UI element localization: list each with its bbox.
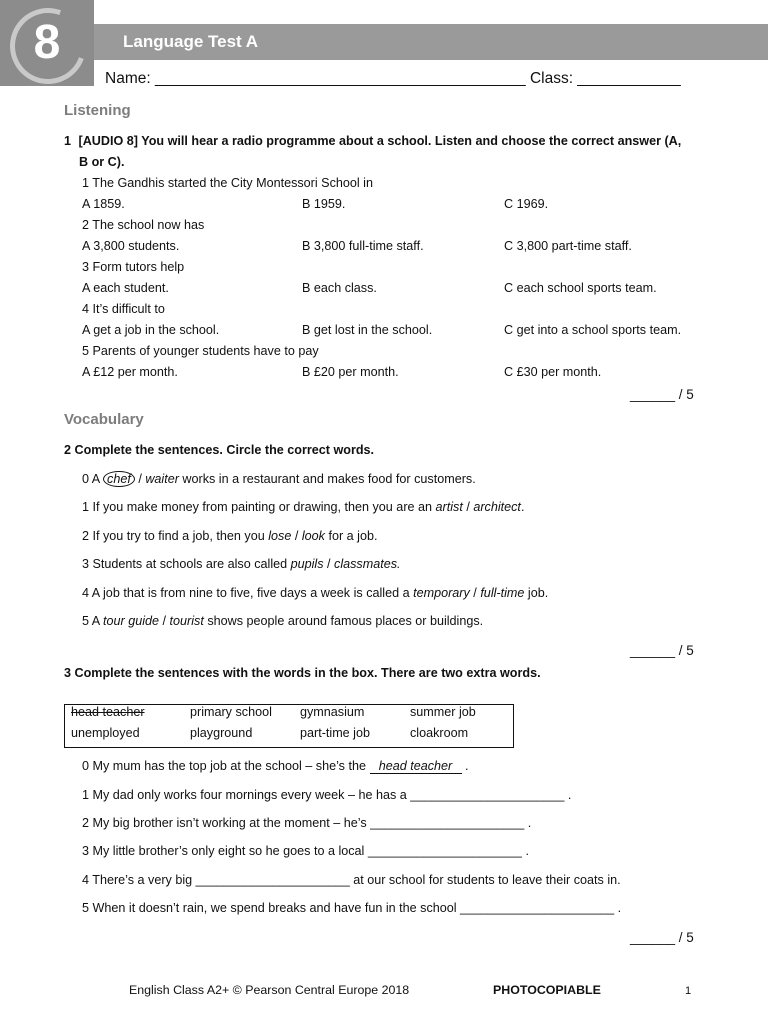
word-option: temporary [413,586,470,600]
task3-item: 3 My little brother’s only eight so he goes to a local ______________________ . [82,844,529,858]
box-word: head teacher [71,705,145,719]
item-text: 1 If you make money from painting or drawing, then you are an [82,500,436,514]
item-separator: / [323,557,335,571]
listening-option-c: C get into a school sports team. [504,323,682,337]
circled-answer: chef [103,471,135,487]
item-text: 3 Students at schools are also called [82,557,291,571]
listening-option-c: C 3,800 part-time staff. [504,239,632,253]
item-text: 0 A [82,472,104,486]
task2-item [82,586,548,600]
task3-item: 4 There’s a very big ______________________ at our school for students to leave their coats in. [82,873,621,887]
box-word: unemployed [71,726,140,740]
word-option: pupils [290,557,324,571]
word-option: artist [435,500,463,514]
item-text: . [461,759,469,773]
box-word: primary school [190,705,272,719]
listening-option-c: C £30 per month. [504,365,602,379]
item-separator: / [462,500,474,514]
word-option: look [301,529,325,543]
task3-example [82,759,469,774]
word-option: tourist [169,614,204,628]
task-number: 1 [64,134,72,148]
word-option: waiter [145,472,179,486]
listening-option-a: A each student. [82,281,169,295]
box-word: cloakroom [410,726,469,740]
instruction-line-1: [AUDIO 8] You will hear a radio programme about a school. Listen and choose the correct answer (A, [78,134,682,148]
instruction-line-2: B or C). [79,155,125,169]
listening-heading: Listening [64,102,131,119]
item-separator: / [469,586,481,600]
listening-question-stem: 3 Form tutors help [82,260,185,274]
title-bar [94,24,768,60]
page-number: 1 [685,985,692,997]
item-separator: / [291,529,302,543]
task2-instruction: 2 Complete the sentences. Circle the correct words. [64,443,375,457]
listening-question-stem: 5 Parents of younger students have to pay [82,344,319,358]
task2-item [82,614,483,628]
task3-item: 5 When it doesn’t rain, we spend breaks and have fun in the school ______________________ . [82,901,622,915]
item-text: 5 A [82,614,104,628]
word-option: architect [473,500,521,514]
listening-question-stem: 2 The school now has [82,218,205,232]
item-text: 0 My mum has the top job at the school – she’s the [82,759,370,773]
task3-instruction: 3 Complete the sentences with the words in the box. There are two extra words. [64,666,541,680]
listening-instruction [64,131,714,173]
word-option: tour guide [103,614,160,628]
box-word: playground [190,726,253,740]
listening-option-a: A £12 per month. [82,365,178,379]
task3-score: ______ / 5 [630,930,694,945]
word-option: full-time [480,586,525,600]
listening-option-a: A get a job in the school. [82,323,220,337]
listening-option-a: A 1859. [82,197,125,211]
task3-item: 2 My big brother isn’t working at the moment – he’s ______________________ . [82,816,532,830]
task2-item [82,557,401,571]
word-option: lose [268,529,292,543]
task2-item [82,500,524,514]
example-answer: head teacher [370,760,462,774]
listening-option-c: C each school sports team. [504,281,657,295]
listening-question-stem: 1 The Gandhis started the City Montessori School in [82,176,373,190]
item-separator: / [159,614,170,628]
item-text: . [520,500,525,514]
listening-option-b: B £20 per month. [302,365,399,379]
listening-option-b: B 3,800 full-time staff. [302,239,424,253]
task2-item [82,529,377,543]
unit-number: 8 [33,16,61,69]
item-text: 4 A job that is from nine to five, five days a week is called a [82,586,414,600]
box-word: gymnasium [300,705,365,719]
item-text: for a job. [324,529,378,543]
item-text: 2 If you try to find a job, then you [82,529,269,543]
listening-score: ______ / 5 [630,387,694,402]
listening-option-b: B 1959. [302,197,346,211]
item-text: job. [524,586,549,600]
page-title: Language Test A [123,32,259,51]
item-text: works in a restaurant and makes food for customers. [178,472,476,486]
task3-item: 1 My dad only works four mornings every week – he has a ______________________ . [82,788,572,802]
item-separator: / [134,472,146,486]
listening-question-stem: 4 It’s difficult to [82,302,165,316]
unit-badge [0,0,94,86]
item-text: shows people around famous places or buildings. [203,614,484,628]
word-option: classmates. [334,557,401,571]
vocabulary-heading: Vocabulary [64,411,144,428]
name-class-line: Name: ___________________________________________ Class: ____________ [105,70,681,87]
listening-option-a: A 3,800 students. [82,239,180,253]
listening-option-b: B each class. [302,281,377,295]
task2-score: ______ / 5 [630,643,694,658]
word-box [64,704,514,748]
box-word: part-time job [300,726,370,740]
box-word: summer job [410,705,476,719]
listening-option-b: B get lost in the school. [302,323,433,337]
footer-copyright: English Class A2+ © Pearson Central Europe 2018 [129,983,410,997]
listening-option-c: C 1969. [504,197,549,211]
footer-photocopiable: PHOTOCOPIABLE [493,983,601,997]
task2-item [82,472,476,486]
